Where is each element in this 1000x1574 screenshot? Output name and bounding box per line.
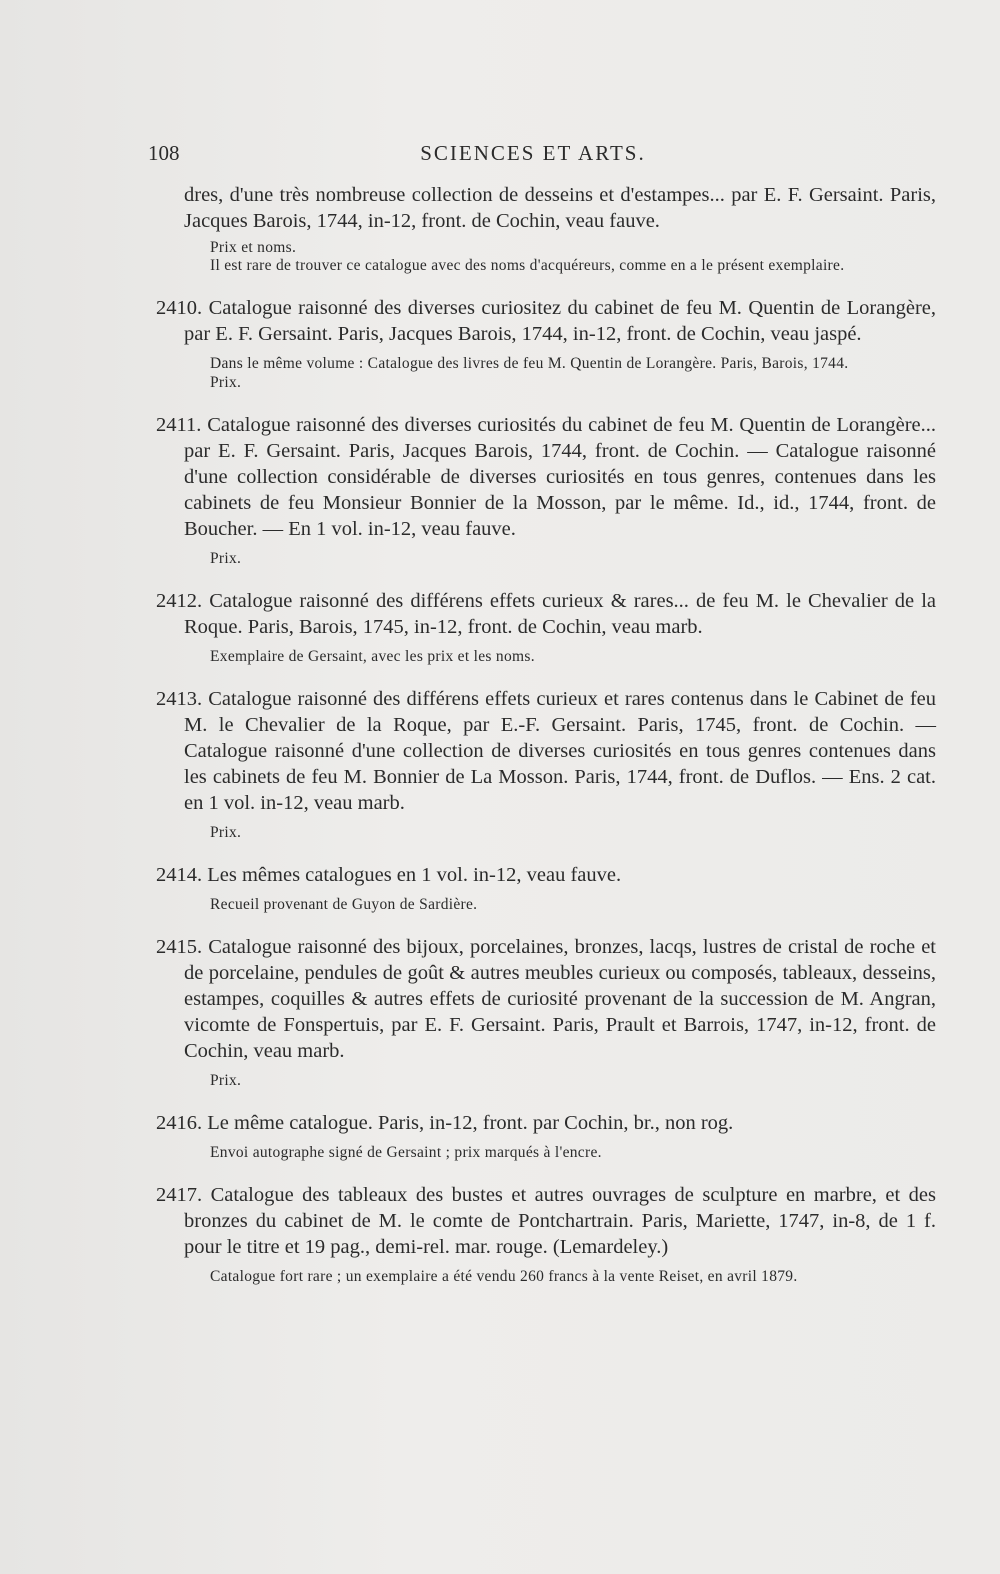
catalogue-entry-2414 (156, 862, 936, 914)
entry-number: 2413. (156, 688, 203, 710)
catalogue-entry-continued (184, 182, 936, 275)
entry-text: Catalogue raisonné des diverses curiositez du cabinet de feu M. Quentin de Lorangère, par E. F. Gersaint. Paris, Jacques Barois, 1744, in-12, front. de Cochin, veau jaspé. (184, 297, 936, 345)
entry-text: Catalogue raisonné des différens effets curieux & rares... de feu M. le Chevalier de la Roque. Paris, Barois, 1745, in-12, front. de Cochin, veau marb. (184, 590, 936, 638)
entry-note: Dans le même volume : Catalogue des livres de feu M. Quentin de Lorangère. Paris, Barois, 1744. (210, 355, 849, 372)
entry-number: 2411. (156, 414, 202, 436)
entry-note: Recueil provenant de Guyon de Sardière. (210, 896, 478, 913)
entry-number: 2415. (156, 936, 203, 958)
page-header (148, 141, 918, 171)
running-title: SCIENCES ET ARTS. (420, 141, 646, 165)
entry-prix: Prix. (210, 550, 242, 567)
entry-number: 2410. (156, 297, 203, 319)
catalogue-entry-2410 (156, 295, 936, 392)
entry-text: Catalogue des tableaux des bustes et autres ouvrages de sculpture en marbre, et des bronzes du cabinet de M. le comte de Pontchartrain. Paris, Mariette, 1747, in-8, de 1 f. pour le titre et 19 pag., demi-rel. mar. rouge. (Lemardeley.) (184, 1184, 936, 1258)
entry-text: dres, d'une très nombreuse collection de desseins et d'estampes... par E. F. Gersaint. Paris, Jacques Barois, 1744, in-12, front. de Cochin, veau fauve. (184, 184, 936, 232)
entry-note: Envoi autographe signé de Gersaint ; prix marqués à l'encre. (210, 1144, 602, 1161)
catalogue-entry-2417 (156, 1182, 936, 1286)
entry-text: Catalogue raisonné des bijoux, porcelaines, bronzes, lacqs, lustres de cristal de roche et de porcelaine, pendules de goût & autres meubles curieux ou composés, tableaux, desseins, estampes, coquilles & autres effets de curiosité provenant de la succession de M. Angran, vicomte de Fonspertuis, par E. F. Gersaint. Paris, Prault et Barrois, 1747, in-12, front. de Cochin, veau marb. (184, 936, 937, 1062)
entry-number: 2414. (156, 864, 203, 886)
entry-text: Les mêmes catalogues en 1 vol. in-12, veau fauve. (207, 864, 622, 886)
catalogue-entry-2416 (156, 1110, 936, 1162)
entry-note: Catalogue fort rare ; un exemplaire a été vendu 260 francs à la vente Reiset, en avril 1879. (210, 1268, 798, 1285)
entry-prix: Prix. (210, 374, 242, 391)
entry-prix: Prix. (210, 1072, 242, 1089)
catalogue-entry-2415 (156, 934, 937, 1090)
page-body (156, 182, 937, 1306)
entry-text: Catalogue raisonné des différens effets curieux et rares contenus dans le Cabinet de feu M. le Chevalier de la Roque, par E.-F. Gersaint. Paris, 1745, front. de Cochin. — Catalogue raisonné d'une collection de diverses curiosités en tous genres contenues dans les cabinets de feu M. Bonnier de La Mosson. Paris, 1744, front. de Duflos. — Ens. 2 cat. en 1 vol. in-12, veau marb. (184, 688, 936, 814)
entry-prix: Prix. (210, 824, 242, 841)
catalogue-entry-2413 (156, 686, 936, 842)
entry-prix: Prix et noms. (210, 239, 297, 256)
entry-note: Exemplaire de Gersaint, avec les prix et les noms. (210, 648, 535, 665)
entry-number: 2417. (156, 1184, 203, 1206)
entry-text: Le même catalogue. Paris, in-12, front. par Cochin, br., non rog. (207, 1112, 734, 1134)
catalogue-entry-2411 (156, 412, 937, 568)
entry-number: 2416. (156, 1112, 203, 1134)
entry-number: 2412. (156, 590, 203, 612)
entry-text: Catalogue raisonné des diverses curiosités du cabinet de feu M. Quentin de Lorangère... par E. F. Gersaint. Paris, Jacques Barois, 1744, front. de Cochin. — Catalogue raisonné d'une collection considérable de diverses curiosités en tous genres, contenues dans les cabinets de feu Monsieur Bonnier de la Mosson, par le même. Id., id., 1744, front. de Boucher. — En 1 vol. in-12, veau fauve. (184, 414, 937, 540)
page-number: 108 (148, 141, 180, 165)
entry-note: Il est rare de trouver ce catalogue avec des noms d'acquéreurs, comme en a le présent exemplaire. (210, 257, 845, 274)
catalogue-entry-2412 (156, 588, 936, 666)
